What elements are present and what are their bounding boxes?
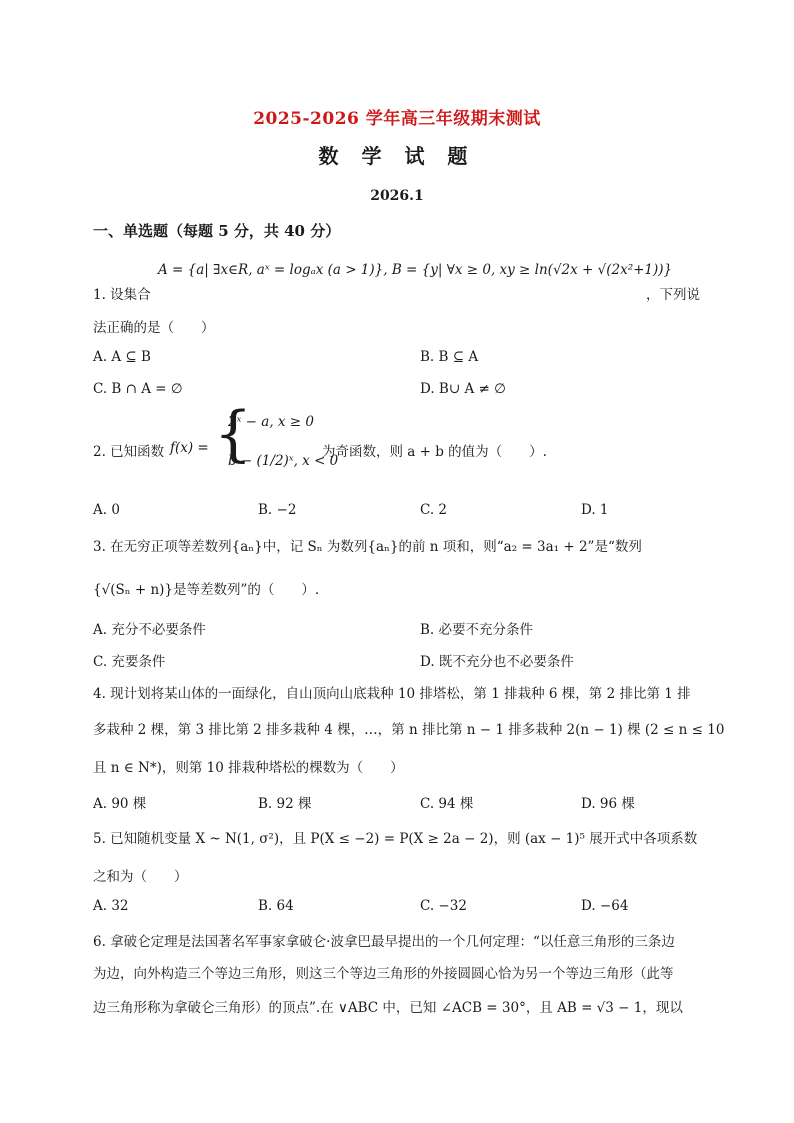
q2-tail: 为奇函数，则 a + b 的值为（ ）. — [322, 444, 547, 460]
q3-line1: 3. 在无穷正项等差数列{aₙ}中，记 Sₙ 为数列{aₙ}的前 n 项和，则“a₂ = 3a₁ + 2”是“数列 — [93, 539, 642, 555]
q5-line2: 之和为（ ） — [93, 869, 188, 885]
q3-option-d: D. 既不充分也不必要条件 — [420, 654, 574, 670]
q2-case2: b − (1/2)ˣ, x < 0 — [228, 453, 339, 469]
exam-title: 2025-2026 学年高三年级期末测试 — [253, 109, 541, 129]
q2-option-c: C. 2 — [420, 502, 448, 518]
q3-option-a: A. 充分不必要条件 — [93, 622, 206, 638]
q5-option-a: A. 32 — [93, 898, 129, 914]
q5-option-c: C. −32 — [420, 898, 467, 914]
q2-case1: 2ˣ − a, x ≥ 0 — [228, 414, 315, 430]
q5-option-d: D. −64 — [581, 898, 629, 914]
q4-option-d: D. 96 棵 — [581, 796, 635, 812]
q4-option-a: A. 90 棵 — [93, 796, 147, 812]
q1-tail: ，下列说 — [646, 287, 700, 303]
q4-line2: 多栽种 2 棵，第 3 排比第 2 排多栽种 4 棵，…，第 n 排比第 n − 1 排多栽种 2(n − 1) 棵 (2 ≤ n ≤ 10 — [93, 722, 725, 738]
q2-option-d: D. 1 — [581, 502, 609, 518]
q1-option-d: D. B∪ A ≠ ∅ — [420, 381, 506, 397]
q4-line1: 4. 现计划将某山体的一面绿化，自山顶向山底栽种 10 排塔松，第 1 排栽种 6 棵，第 2 排比第 1 排 — [93, 686, 691, 702]
q6-line2: 为边，向外构造三个等边三角形，则这三个等边三角形的外接圆圆心恰为另一个等边三角形（此等 — [93, 966, 674, 982]
q4-option-c: C. 94 棵 — [420, 796, 474, 812]
q1-option-b: B. B ⊆ A — [420, 349, 479, 365]
q5-line1: 5. 已知随机变量 X ~ N(1, σ²)，且 P(X ≤ −2) = P(X ≥ 2a − 2)，则 (ax − 1)⁵ 展开式中各项系数 — [93, 831, 698, 847]
exam-date: 2026.1 — [370, 188, 424, 204]
q2-option-a: A. 0 — [93, 502, 120, 518]
q6-line3: 边三角形称为拿破仑三角形）的顶点”.在 ∨ABC 中，已知 ∠ACB = 30°，且 AB = √3 − 1，现以 — [93, 1000, 683, 1016]
exam-subtitle: 数 学 试 题 — [318, 144, 476, 168]
q3-option-b: B. 必要不充分条件 — [420, 622, 534, 638]
q2-option-b: B. −2 — [258, 502, 297, 518]
q2-brace: { — [214, 399, 253, 469]
q2-intro: 2. 已知函数 — [93, 444, 165, 460]
q1-formula: A = {a| ∃x∈R, aˣ = logₐx (a > 1)}, B = {y| ∀x ≥ 0, xy ≥ ln(√2x + √(2x²+1))} — [158, 262, 673, 278]
q1-line2: 法正确的是（ ） — [93, 320, 215, 336]
q1-option-a: A. A ⊆ B — [93, 349, 151, 365]
q2-fx: f(x) = — [170, 440, 209, 456]
q3-option-c: C. 充要条件 — [93, 654, 166, 670]
section-heading: 一、单选题（每题 5 分，共 40 分） — [93, 222, 341, 240]
q6-line1: 6. 拿破仑定理是法国著名军事家拿破仑·波拿巴最早提出的一个几何定理：“以任意三角形的三条边 — [93, 934, 675, 950]
q1-intro: 1. 设集合 — [93, 287, 151, 303]
q3-line2: {√(Sₙ + n)}是等差数列”的（ ）. — [93, 582, 320, 598]
q1-option-c: C. B ∩ A = ∅ — [93, 381, 183, 397]
q5-option-b: B. 64 — [258, 898, 294, 914]
q4-line3: 且 n ∈ N*)，则第 10 排栽种塔松的棵数为（ ） — [93, 760, 404, 776]
q4-option-b: B. 92 棵 — [258, 796, 312, 812]
